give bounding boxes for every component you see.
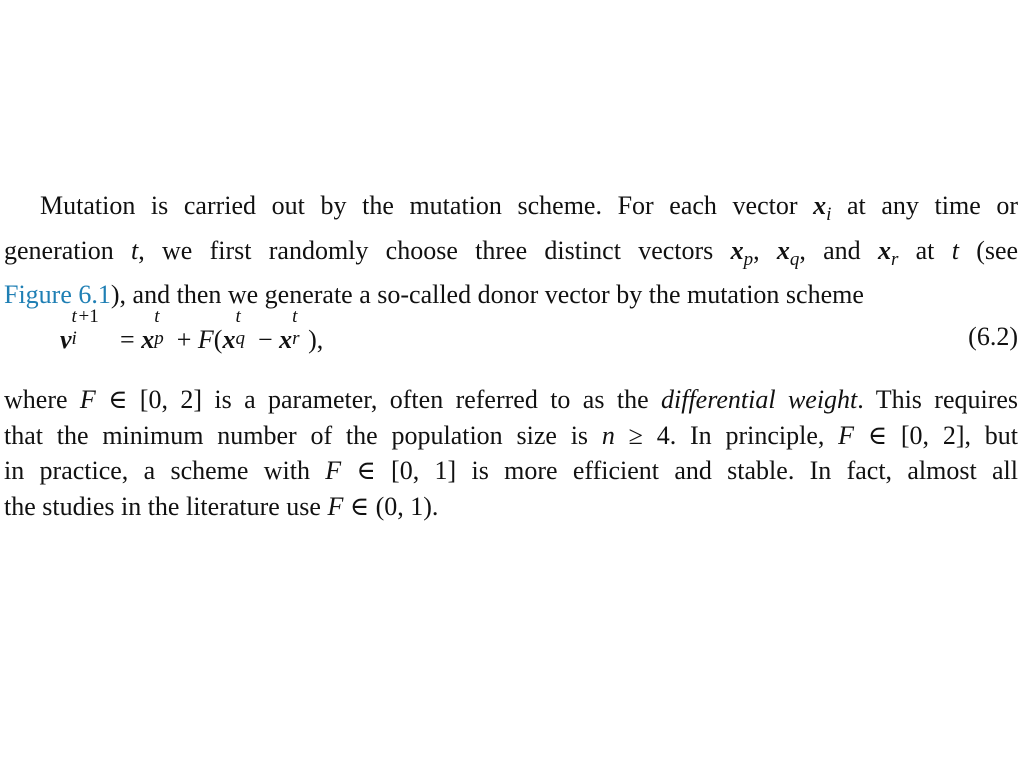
text-run: ∈ [0, 2], but: [867, 420, 1019, 450]
text-run: that the minimum number of the population size is: [4, 420, 589, 450]
text-run: ∈ [0, 1] is more efficient and stable. In fact, almost all: [356, 456, 1018, 485]
math-x: x: [222, 325, 236, 354]
math-subscript-i: i: [826, 204, 832, 225]
text-run: at: [915, 235, 935, 265]
math-subscript-q: q: [789, 248, 800, 270]
text-run: . This requires: [857, 385, 1019, 414]
equation-number: (6.2): [968, 322, 1018, 351]
math-supsub: t r: [292, 306, 300, 349]
math-F: F: [79, 385, 96, 414]
text-run: at any time or: [847, 191, 1018, 220]
math-supsub: t p: [154, 306, 164, 349]
math-paren: ),: [308, 325, 324, 354]
math-subscript-p: p: [743, 248, 754, 270]
math-x: x: [877, 235, 891, 265]
math-F: F: [327, 491, 344, 521]
math-plus: +: [176, 325, 198, 354]
paragraph-line: [4, 489, 1018, 525]
text-run: , we first randomly choose three distinct vectors: [138, 235, 714, 265]
math-v: v: [60, 325, 72, 354]
text-run: Mutation is carried out by the mutation scheme. For each vector: [40, 191, 798, 220]
text-run: , and: [799, 235, 861, 265]
equation-6-2: [60, 306, 324, 355]
text-run: ∈ [0, 2] is a parameter, often referred to as the: [108, 385, 649, 414]
math-minus: −: [257, 325, 280, 354]
text-run: the studies in the literature use: [4, 491, 321, 521]
math-F: F: [838, 420, 855, 450]
paragraph-line: [4, 418, 1018, 454]
math-equals: =: [120, 325, 142, 354]
math-t: t: [951, 235, 959, 265]
math-subscript-r: r: [890, 248, 899, 270]
math-x: x: [813, 191, 827, 220]
paragraph-line: [4, 188, 1018, 233]
text-run: ), and then we generate a so-called donor vector by the mutation scheme: [110, 280, 864, 309]
math-F: F: [197, 325, 214, 354]
text-run: where: [4, 385, 68, 414]
text-run: ≥ 4. In principle,: [628, 420, 825, 450]
paragraph-line: [4, 382, 1018, 418]
figure-reference-link[interactable]: Figure 6.1: [4, 280, 111, 309]
math-x: x: [730, 235, 744, 265]
math-supsub: t +1 i: [71, 306, 99, 349]
text-run: ∈ (0, 1).: [349, 491, 439, 521]
math-t: t: [131, 235, 139, 265]
math-x: x: [141, 325, 155, 354]
paragraph-differential-weight: [4, 382, 1018, 524]
paragraph-line: generation t, we first randomly choose three distinct vectors $x_p$, $x_q$, and $x_r$ at t (see: [4, 235, 1019, 270]
math-F: F: [325, 456, 342, 485]
text-run: generation: [4, 235, 114, 265]
text-run: in practice, a scheme with: [4, 456, 310, 485]
math-x: x: [279, 325, 293, 354]
text-run: (see: [976, 235, 1019, 265]
emphasis-term: differential weight: [661, 385, 858, 414]
math-n: n: [601, 420, 615, 450]
paragraph-mutation-intro: [4, 188, 1018, 313]
paragraph-line: [4, 453, 1018, 489]
math-supsub: t q: [235, 306, 245, 349]
math-x: x: [776, 235, 790, 265]
math-paren: (: [213, 325, 223, 354]
